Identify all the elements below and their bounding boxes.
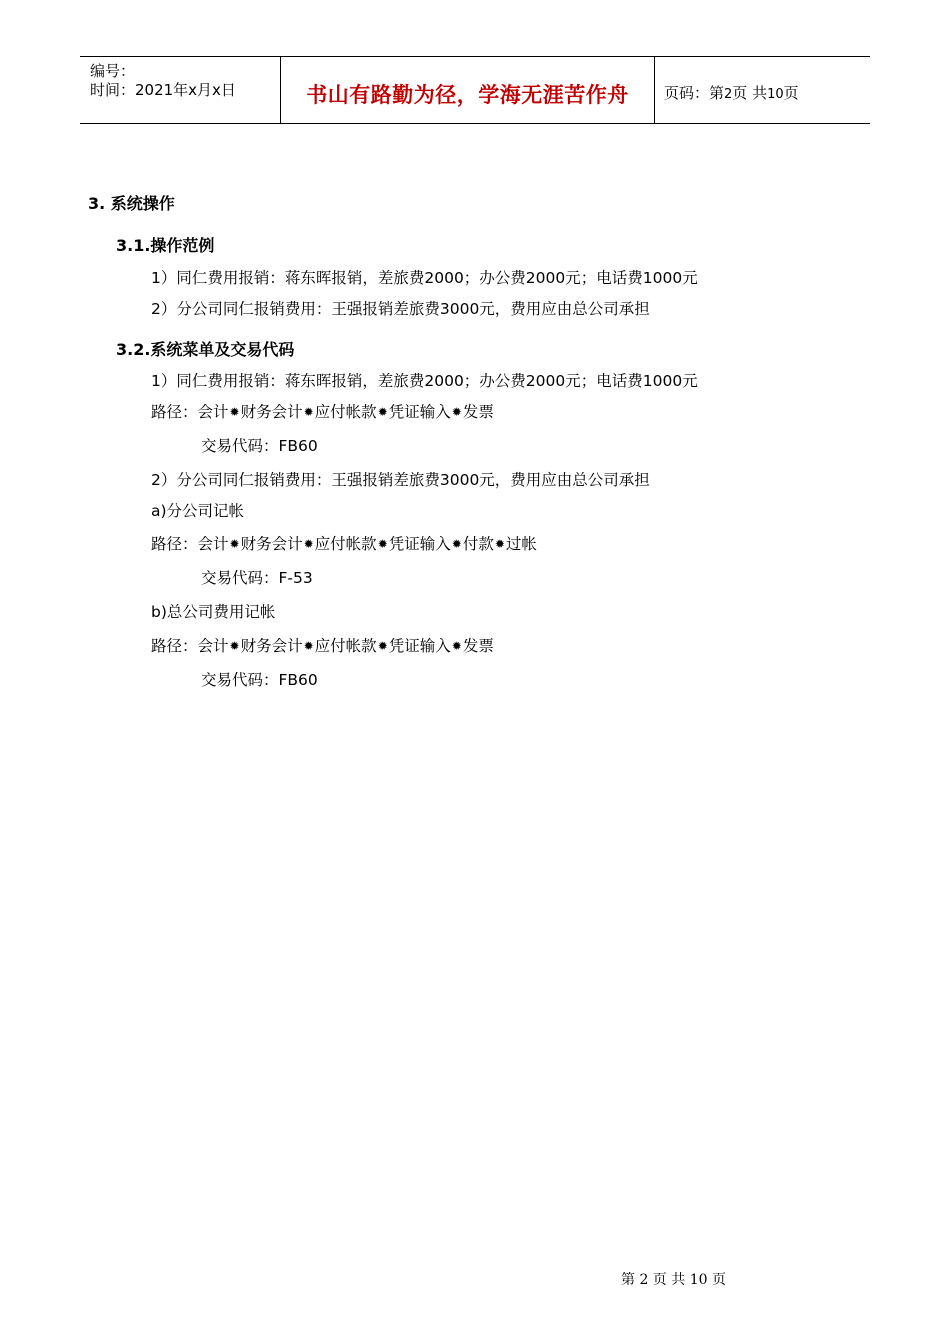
page-mid: 页 共 [732, 84, 768, 102]
path-step: 付款 [462, 535, 494, 553]
subsection-title-3-2: 3.2.系统菜单及交易代码 [116, 340, 295, 359]
menu-item-2: 2）分公司同仁报销费用：王强报销差旅费3000元，费用应由总公司承担 [151, 471, 650, 489]
header-motto-cell [281, 57, 655, 123]
section-title: 3. 系统操作 [88, 194, 175, 213]
path-separator-icon: ✹ [377, 537, 388, 551]
path-separator-icon: ✹ [451, 537, 462, 551]
path-separator-icon: ✹ [229, 405, 240, 419]
path-step: 财务会计 [240, 535, 303, 553]
transaction-code-3: 交易代码：FB60 [201, 671, 318, 689]
menu-item-1: 1）同仁费用报销：蒋东晖报销，差旅费2000；办公费2000元；电话费1000元 [151, 372, 698, 390]
transaction-code-1: 交易代码：FB60 [201, 437, 318, 455]
header-page-cell [655, 57, 870, 123]
page-footer: 第 2 页 共 10 页 [621, 1272, 726, 1288]
subsection-title-3-1: 3.1.操作范例 [116, 236, 215, 255]
path-separator-icon: ✹ [229, 537, 240, 551]
header-number-label: 编号： [90, 62, 136, 80]
page-current: 2 [724, 87, 733, 102]
path-step: 财务会计 [240, 637, 303, 655]
path-step: 发票 [462, 403, 494, 421]
menu-item-2b: b)总公司费用记帐 [151, 603, 276, 621]
page-end: 页 [783, 84, 799, 102]
path-separator-icon: ✹ [303, 639, 314, 653]
example-item-1: 1）同仁费用报销：蒋东晖报销，差旅费2000；办公费2000元；电话费1000元 [151, 269, 698, 287]
page-header [80, 56, 870, 124]
path-separator-icon: ✹ [494, 537, 505, 551]
menu-path-2 [151, 534, 537, 554]
path-step: 会计 [197, 535, 229, 553]
path-step: 应付帐款 [314, 637, 377, 655]
path-label: 路径： [151, 535, 198, 553]
path-label: 路径： [151, 637, 198, 655]
header-page-info [664, 82, 799, 103]
path-step: 财务会计 [240, 403, 303, 421]
path-separator-icon: ✹ [451, 405, 462, 419]
path-step: 应付帐款 [314, 535, 377, 553]
page-total: 10 [767, 87, 784, 102]
path-separator-icon: ✹ [303, 405, 314, 419]
path-separator-icon: ✹ [303, 537, 314, 551]
path-step: 凭证输入 [388, 637, 451, 655]
page-label: 页码：第 [664, 84, 725, 102]
menu-item-2a: a)分公司记帐 [151, 502, 245, 520]
path-label: 路径： [151, 403, 198, 421]
transaction-code-2: 交易代码：F-53 [201, 569, 313, 587]
menu-path-3 [151, 636, 494, 656]
path-step: 会计 [197, 403, 229, 421]
path-step: 会计 [197, 637, 229, 655]
header-motto: 书山有路勤为径，学海无涯苦作舟 [306, 82, 629, 107]
header-info-cell [80, 57, 281, 123]
example-item-2: 2）分公司同仁报销费用：王强报销差旅费3000元，费用应由总公司承担 [151, 300, 650, 318]
path-step: 过帐 [505, 535, 537, 553]
path-step: 凭证输入 [388, 535, 451, 553]
path-separator-icon: ✹ [377, 639, 388, 653]
path-step: 凭证输入 [388, 403, 451, 421]
path-step: 发票 [462, 637, 494, 655]
path-step: 应付帐款 [314, 403, 377, 421]
path-separator-icon: ✹ [451, 639, 462, 653]
menu-path-1 [151, 402, 494, 422]
path-separator-icon: ✹ [377, 405, 388, 419]
path-separator-icon: ✹ [229, 639, 240, 653]
header-time-label: 时间：2021年x月x日 [90, 81, 236, 99]
